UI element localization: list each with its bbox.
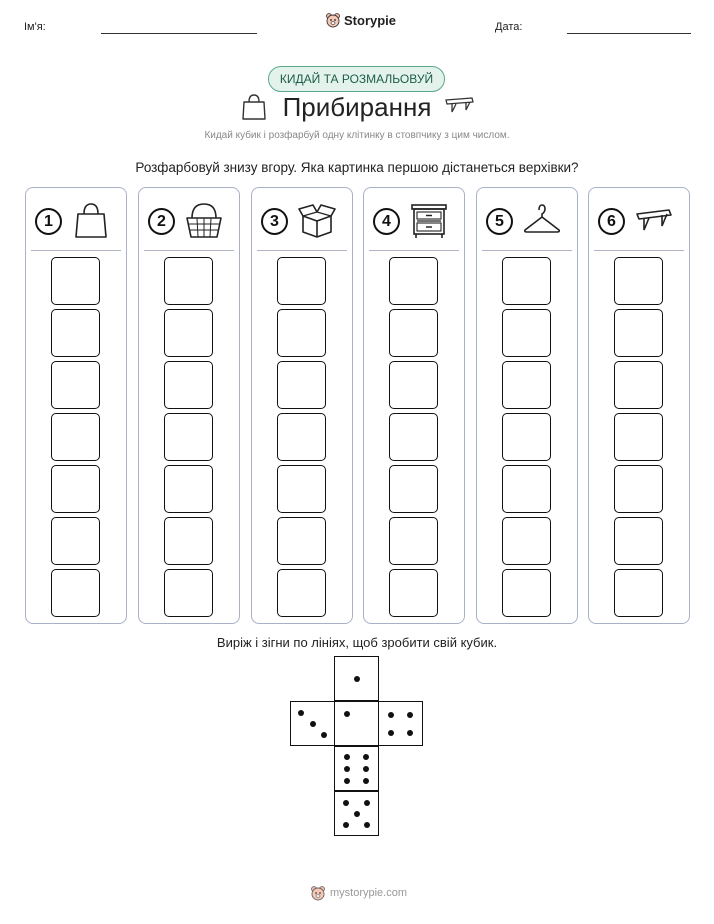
color-cell[interactable] <box>614 257 663 305</box>
die-face-center <box>334 701 379 746</box>
column-divider <box>31 250 121 251</box>
color-cell[interactable] <box>164 257 213 305</box>
column-divider <box>369 250 459 251</box>
pip <box>298 710 304 716</box>
color-cell[interactable] <box>277 517 326 565</box>
column-divider <box>594 250 684 251</box>
color-cell[interactable] <box>614 517 663 565</box>
color-cell[interactable] <box>51 569 100 617</box>
bear-mascot-icon <box>310 885 326 901</box>
column-number: 3 <box>261 208 288 235</box>
color-cell[interactable] <box>164 517 213 565</box>
pip <box>363 778 369 784</box>
color-cell[interactable] <box>614 569 663 617</box>
column-number: 4 <box>373 208 400 235</box>
color-cell[interactable] <box>51 465 100 513</box>
column-number: 5 <box>486 208 513 235</box>
die-face-2 <box>290 701 335 746</box>
cut-instruction: Виріж і зігни по лініях, щоб зробити свій кубик. <box>216 635 498 650</box>
color-cell[interactable] <box>502 569 551 617</box>
color-cell[interactable] <box>389 569 438 617</box>
brand-name: Storypie <box>344 12 397 28</box>
column-4 <box>363 187 465 624</box>
box-icon <box>297 200 337 240</box>
pip <box>344 766 350 772</box>
color-cell[interactable] <box>277 569 326 617</box>
name-label: Ім'я: <box>24 21 46 33</box>
color-cell[interactable] <box>277 257 326 305</box>
column-number: 2 <box>148 208 175 235</box>
die-face-1 <box>334 656 379 701</box>
color-cell[interactable] <box>389 413 438 461</box>
color-cell[interactable] <box>502 361 551 409</box>
subtitle: Кидай кубик і розфарбуй одну клітинку в стовпчику з цим числом. <box>204 130 510 141</box>
die-face-6 <box>334 746 379 791</box>
color-cell[interactable] <box>502 257 551 305</box>
column-divider <box>482 250 572 251</box>
color-cell[interactable] <box>51 257 100 305</box>
color-cell[interactable] <box>614 465 663 513</box>
pip <box>388 712 394 718</box>
column-number: 6 <box>598 208 625 235</box>
pip <box>310 721 316 727</box>
color-cell[interactable] <box>614 361 663 409</box>
color-cell[interactable] <box>277 361 326 409</box>
pip <box>354 676 360 682</box>
color-cell[interactable] <box>502 413 551 461</box>
color-cell[interactable] <box>277 309 326 357</box>
name-field-line[interactable] <box>101 33 257 34</box>
color-cell[interactable] <box>51 517 100 565</box>
column-divider <box>144 250 234 251</box>
color-cell[interactable] <box>51 361 100 409</box>
die-face-4 <box>378 701 423 746</box>
color-cell[interactable] <box>164 465 213 513</box>
shelf-icon <box>443 96 475 116</box>
shelf-icon <box>634 200 674 240</box>
nightstand-icon <box>409 200 449 240</box>
pip <box>344 754 350 760</box>
footer-url[interactable]: mystorypie.com <box>330 887 408 899</box>
column-3 <box>251 187 353 624</box>
pip <box>363 754 369 760</box>
color-cell[interactable] <box>502 309 551 357</box>
color-cell[interactable] <box>164 309 213 357</box>
column-divider <box>257 250 347 251</box>
brand-logo <box>325 12 396 28</box>
date-label: Дата: <box>495 21 523 33</box>
pip <box>344 778 350 784</box>
footer <box>310 885 407 901</box>
color-cell[interactable] <box>614 309 663 357</box>
color-cell[interactable] <box>614 413 663 461</box>
die-face-5 <box>334 791 379 836</box>
pip <box>343 800 349 806</box>
color-cell[interactable] <box>51 413 100 461</box>
column-5 <box>476 187 578 624</box>
pip <box>321 732 327 738</box>
hanger-icon <box>522 200 562 240</box>
page-title: Прибирання <box>282 92 432 122</box>
column-6 <box>588 187 690 624</box>
color-cell[interactable] <box>164 413 213 461</box>
pip <box>407 730 413 736</box>
color-cell[interactable] <box>389 465 438 513</box>
pip <box>354 811 360 817</box>
bear-mascot-icon <box>325 12 341 28</box>
color-cell[interactable] <box>277 465 326 513</box>
color-cell[interactable] <box>389 361 438 409</box>
column-1 <box>25 187 127 624</box>
color-cell[interactable] <box>389 257 438 305</box>
column-number: 1 <box>35 208 62 235</box>
basket-icon <box>184 200 224 240</box>
pip <box>364 800 370 806</box>
pip <box>407 712 413 718</box>
color-cell[interactable] <box>389 517 438 565</box>
color-cell[interactable] <box>502 465 551 513</box>
shopping-bag-icon <box>71 200 111 240</box>
pip <box>388 730 394 736</box>
pip <box>344 711 350 717</box>
column-2 <box>138 187 240 624</box>
activity-tag: КИДАЙ ТА РОЗМАЛЬОВУЙ <box>268 66 445 92</box>
pip <box>343 822 349 828</box>
pip <box>363 766 369 772</box>
pip <box>364 822 370 828</box>
color-cell[interactable] <box>164 361 213 409</box>
instruction: Розфарбовуй знизу вгору. Яка картинка першою дістанеться верхівки? <box>135 160 579 175</box>
color-cell[interactable] <box>389 309 438 357</box>
date-field-line[interactable] <box>567 33 691 34</box>
color-cell[interactable] <box>164 569 213 617</box>
color-cell[interactable] <box>502 517 551 565</box>
color-cell[interactable] <box>51 309 100 357</box>
color-cell[interactable] <box>277 413 326 461</box>
